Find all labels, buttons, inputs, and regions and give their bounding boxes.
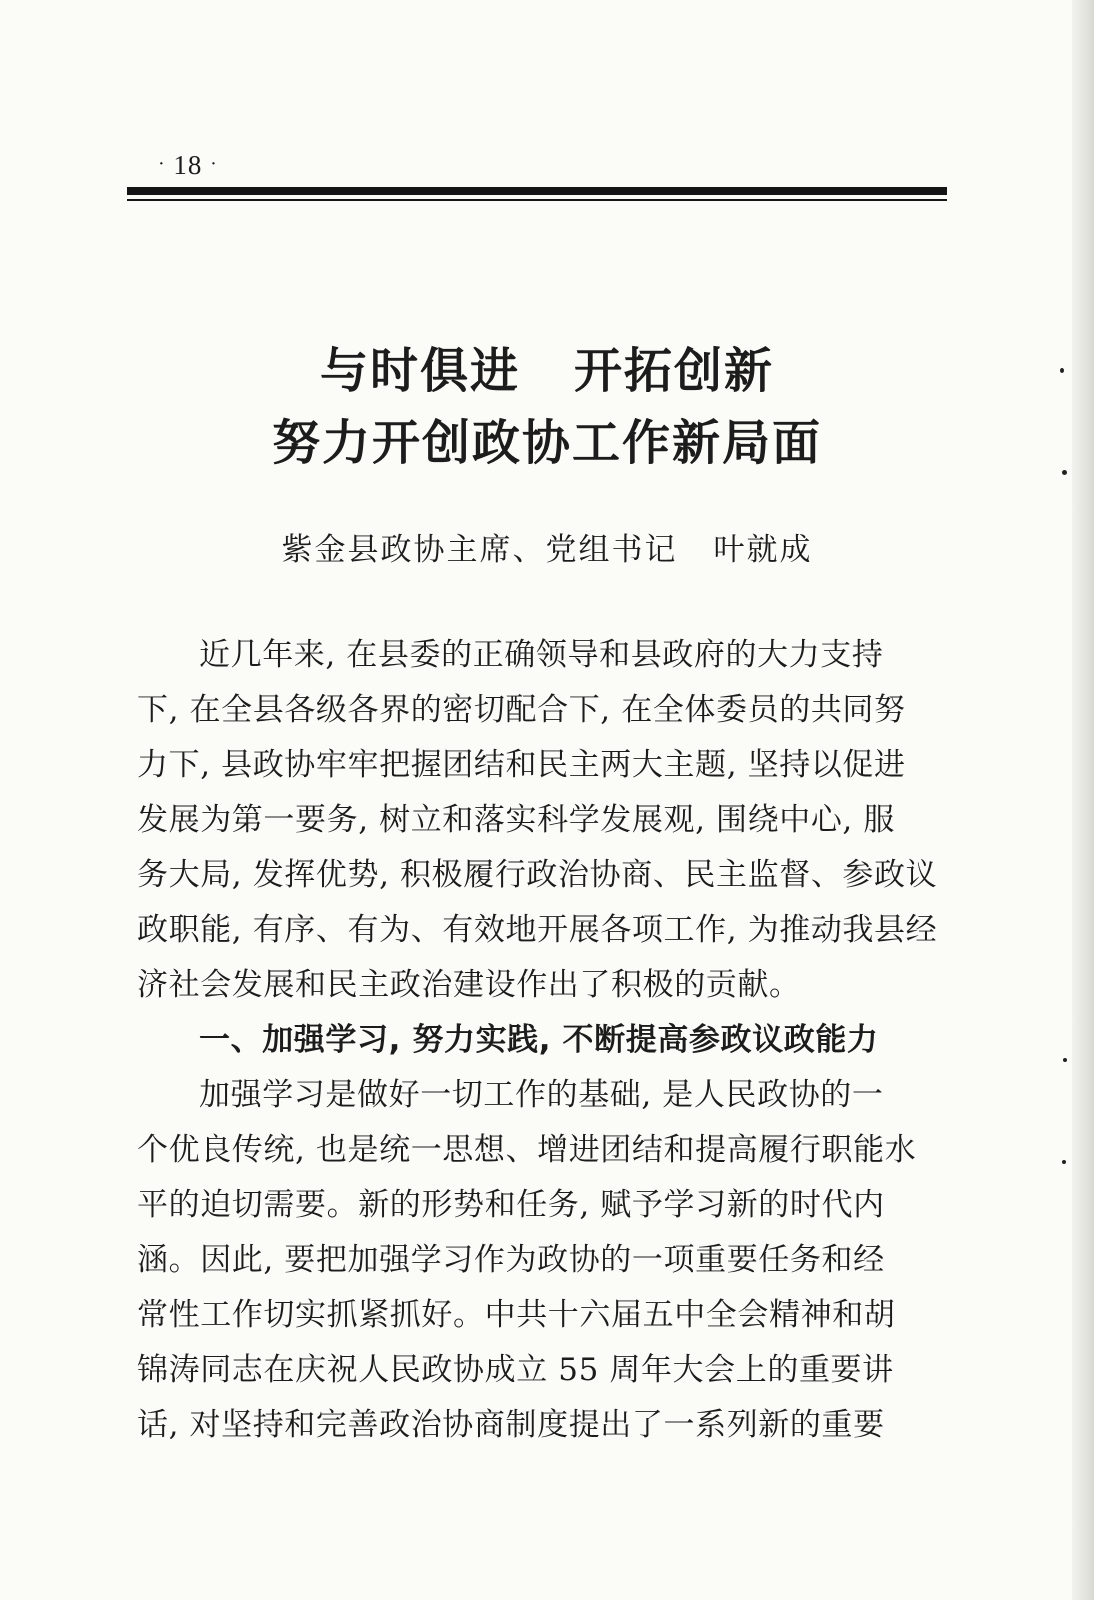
article-body: [137, 628, 952, 1453]
author-name: 叶就成: [713, 532, 813, 568]
body-line: 下, 在全县各级各界的密切配合下, 在全体委员的共同努: [137, 692, 906, 728]
body-line: 发展为第一要务, 树立和落实科学发展观, 围绕中心, 服: [137, 802, 895, 838]
title-part-1: 与时俱进: [319, 343, 520, 399]
author-byline: [0, 524, 1094, 569]
body-line: 力下, 县政协牢牢把握团结和民主两大主题, 坚持以促进: [137, 747, 906, 783]
page-number-dot-right: ·: [210, 153, 218, 175]
title-part-2: 开拓创新: [574, 343, 775, 399]
scan-speck: [1060, 368, 1064, 373]
body-line: 近几年来, 在县委的正确领导和县政府的大力支持: [199, 637, 884, 673]
body-line: 加强学习是做好一切工作的基础, 是人民政协的一: [199, 1077, 884, 1113]
body-line: 话, 对坚持和完善政治协商制度提出了一系列新的重要: [137, 1407, 885, 1443]
body-line: 政职能, 有序、有为、有效地开展各项工作, 为推动我县经: [137, 912, 938, 948]
page-number-dot-left: ·: [158, 153, 166, 175]
page-number-value: 18: [173, 150, 203, 180]
body-line: 济社会发展和民主政治建设作出了积极的贡献。: [137, 967, 801, 1003]
body-line: 锦涛同志在庆祝人民政协成立 55 周年大会上的重要讲: [137, 1352, 894, 1388]
scan-speck: [1062, 470, 1067, 475]
article-title: [0, 335, 1094, 479]
scan-speck: [1062, 1160, 1066, 1164]
body-line: 务大局, 发挥优势, 积极履行政治协商、民主监督、参政议: [137, 857, 938, 893]
scan-speck: [1063, 1058, 1067, 1062]
author-position: 紫金县政协主席、党组书记: [281, 532, 678, 568]
section-heading: 一、加强学习, 努力实践, 不断提高参政议政能力: [199, 1022, 879, 1058]
body-line: 涵。因此, 要把加强学习作为政协的一项重要任务和经: [137, 1242, 885, 1278]
page-edge: [1072, 0, 1094, 1600]
body-line: 个优良传统, 也是统一思想、增进团结和提高履行职能水: [137, 1132, 917, 1168]
body-line: 常性工作切实抓紧抓好。中共十六届五中全会精神和胡: [137, 1297, 896, 1333]
page-number: [158, 150, 218, 181]
body-line: 平的迫切需要。新的形势和任务, 赋予学习新的时代内: [137, 1187, 885, 1223]
header-rule-thin: [127, 199, 947, 201]
title-line-1: [0, 335, 1094, 407]
header-rule: [127, 187, 947, 195]
title-line-2: 努力开创政协工作新局面: [271, 415, 822, 471]
